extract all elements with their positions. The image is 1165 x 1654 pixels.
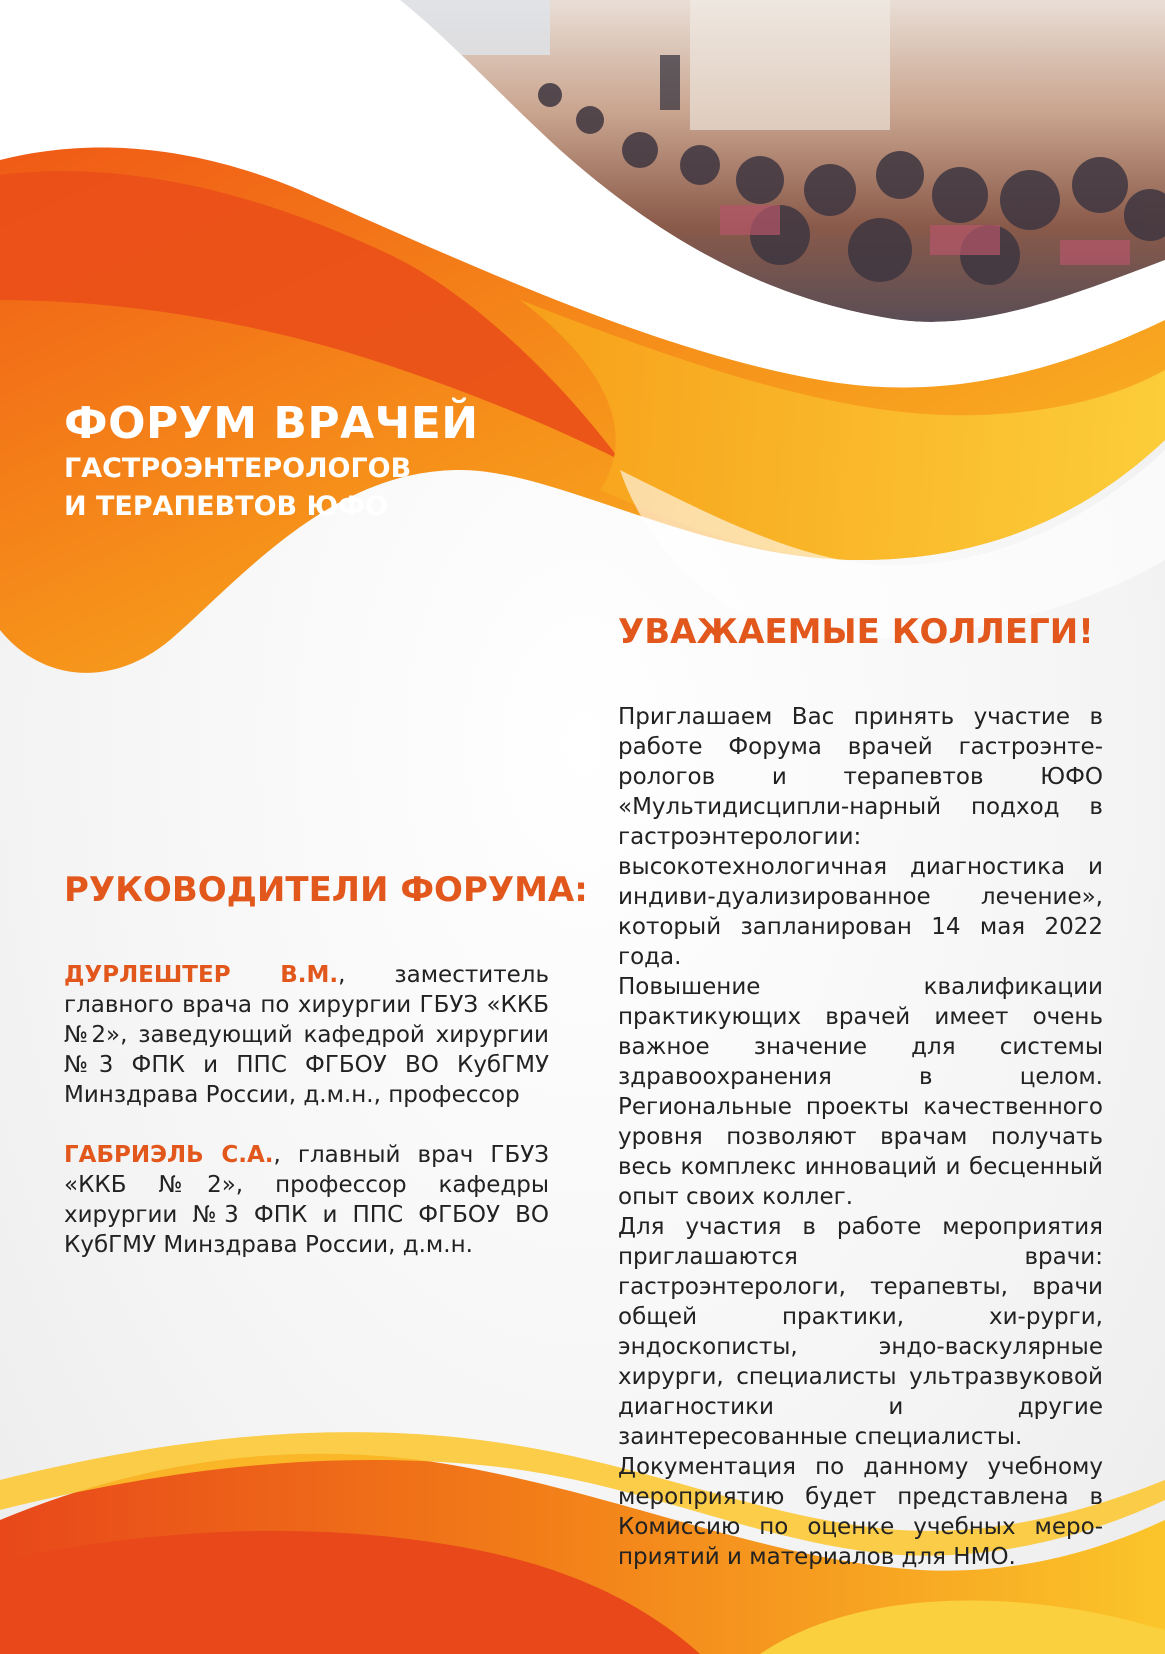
forum-subtitle-line-2: И ТЕРАПЕВТОВ ЮФО (64, 491, 388, 522)
leaders-heading: РУКОВОДИТЕЛИ ФОРУМА: (64, 870, 588, 910)
invitation-text (618, 702, 1103, 1572)
forum-title: ФОРУМ ВРАЧЕЙ (64, 398, 479, 449)
leader-name: ДУРЛЕШТЕР В.М. (64, 962, 339, 988)
invitation-paragraph: Для участия в работе мероприятия приглашаются врачи: гастроэнтерологи, терапевты, врачи общей практики, хи-рурги, эндоскописты, эндо-васкулярные хирурги, специалисты ультразвуковой диагностики и другие заинтересованные специалисты. (618, 1214, 1103, 1450)
leader-description: , главный врач ГБУЗ «ККБ №2», профессор кафедры хирургии №3 ФПК и ППС ФГБОУ ВО КубГМУ Минздрава России, д.м.н. (64, 1142, 549, 1258)
leader-name: ГАБРИЭЛЬ С.А. (64, 1142, 274, 1168)
leader-entry (64, 960, 549, 1110)
forum-title-block (64, 398, 479, 526)
greeting-heading: УВАЖАЕМЫЕ КОЛЛЕГИ! (618, 612, 1094, 652)
leader-entry (64, 1140, 549, 1260)
forum-subtitle-line-1: ГАСТРОЭНТЕРОЛОГОВ (64, 453, 412, 484)
invitation-paragraph: Повышение квалификации практикующих врачей имеет очень важное значение для системы здравоохранения в целом. Региональные проекты качественного уровня позволяют врачам получать весь комплекс инноваций и бесценный опыт своих коллег. (618, 974, 1103, 1210)
invitation-paragraph: Документация по данному учебному мероприятию будет представлена в Комиссию по оценке учебных меро-приятий и материалов для НМО. (618, 1454, 1103, 1570)
invitation-paragraph: Приглашаем Вас принять участие в работе Форума врачей гастроэнте-рологов и терапевтов ЮФО «Мультидисципли-нарный подход в гастроэнтерологии: высокотехнологичная диагностика и индиви-дуализированное лечение», который запланирован 14 мая 2022 года. (618, 704, 1103, 970)
leader-description: , заместитель главного врача по хирургии ГБУЗ «ККБ №2», заведующий кафедрой хирургии №3 ФПК и ППС ФГБОУ ВО КубГМУ Минздрава России, д.м.н., профессор (64, 962, 549, 1108)
